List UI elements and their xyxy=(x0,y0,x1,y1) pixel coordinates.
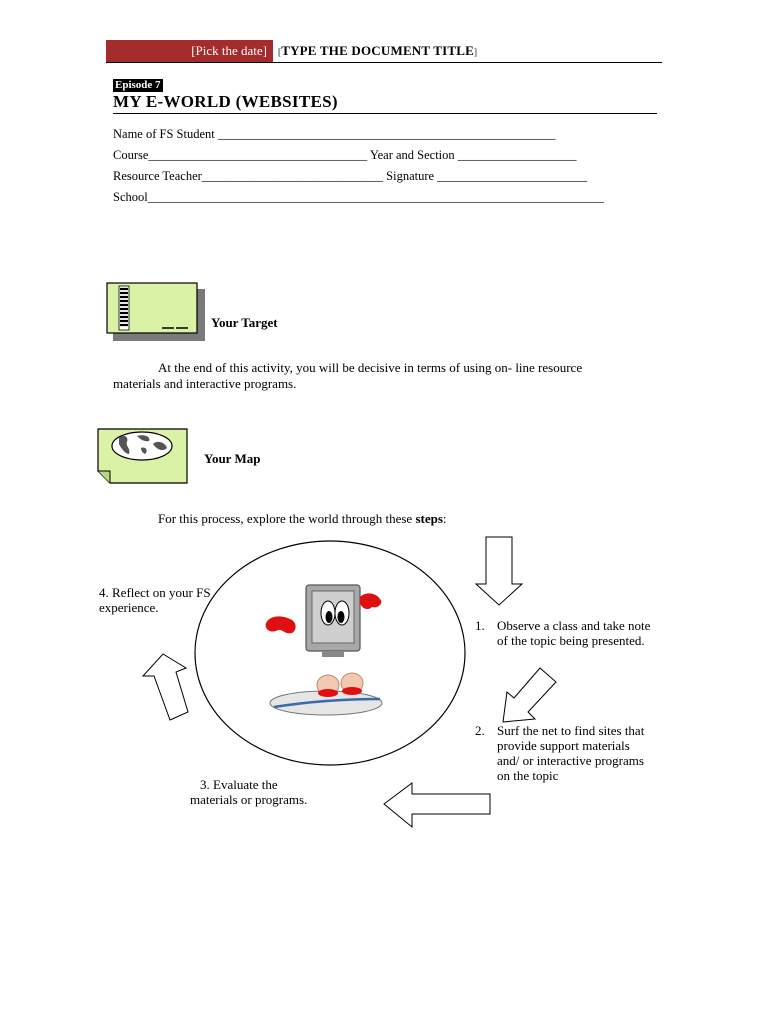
student-name-field: Name of FS Student ______________________________________________________ xyxy=(113,127,556,141)
header-date-placeholder[interactable]: [Pick the date] xyxy=(106,40,273,62)
arrow-down xyxy=(476,537,522,605)
step-4-text: 4. Reflect on your FS experience. xyxy=(99,585,211,615)
map-intro-suffix: : xyxy=(442,511,447,526)
target-heading: Your Target xyxy=(211,315,278,330)
step-2-number: 2. xyxy=(475,723,485,738)
step-2-text: Surf the net to find sites that provide support materials and/ or interactive programs on the topic xyxy=(497,723,645,783)
arrow-left xyxy=(384,783,490,827)
target-text-line-1: At the end of this activity, you will be decisive in terms of using on- line resource xyxy=(158,360,583,375)
surfing-computer-icon xyxy=(262,575,394,723)
map-intro-prefix: For this process, explore the world through these xyxy=(158,511,416,526)
title-bracket-open: [ xyxy=(278,47,282,57)
globe-map-icon xyxy=(97,428,189,484)
course-year-field: Course___________________________________ Year and Section ___________________ xyxy=(113,148,577,162)
map-intro-bold: steps xyxy=(415,511,443,526)
step-1 xyxy=(475,618,655,648)
step-1-number: 1. xyxy=(475,618,485,633)
header-rule xyxy=(106,62,662,63)
step-2 xyxy=(475,723,655,783)
page-title: MY E-WORLD (WEBSITES) xyxy=(113,92,338,111)
header-document-title[interactable] xyxy=(278,40,477,62)
episode-label: Episode 7 xyxy=(115,79,161,91)
school-field: School_________________________________________________________________________ xyxy=(113,190,604,204)
title-rule xyxy=(113,113,657,114)
step-3-text: 3. Evaluate the materials or programs. xyxy=(190,777,308,807)
map-heading: Your Map xyxy=(204,451,261,466)
step-1-text: Observe a class and take note of the topic being presented. xyxy=(497,618,651,648)
target-text-line-2: materials and interactive programs. xyxy=(113,376,297,391)
chalkboard-icon xyxy=(106,282,206,342)
teacher-signature-field: Resource Teacher_____________________________ Signature ________________________ xyxy=(113,169,588,183)
title-placeholder[interactable]: TYPE THE DOCUMENT TITLE xyxy=(281,43,474,58)
target-description xyxy=(113,360,673,392)
arrow-diagonal xyxy=(503,668,556,722)
arrow-up xyxy=(143,654,188,720)
title-bracket-close: ] xyxy=(474,47,478,57)
